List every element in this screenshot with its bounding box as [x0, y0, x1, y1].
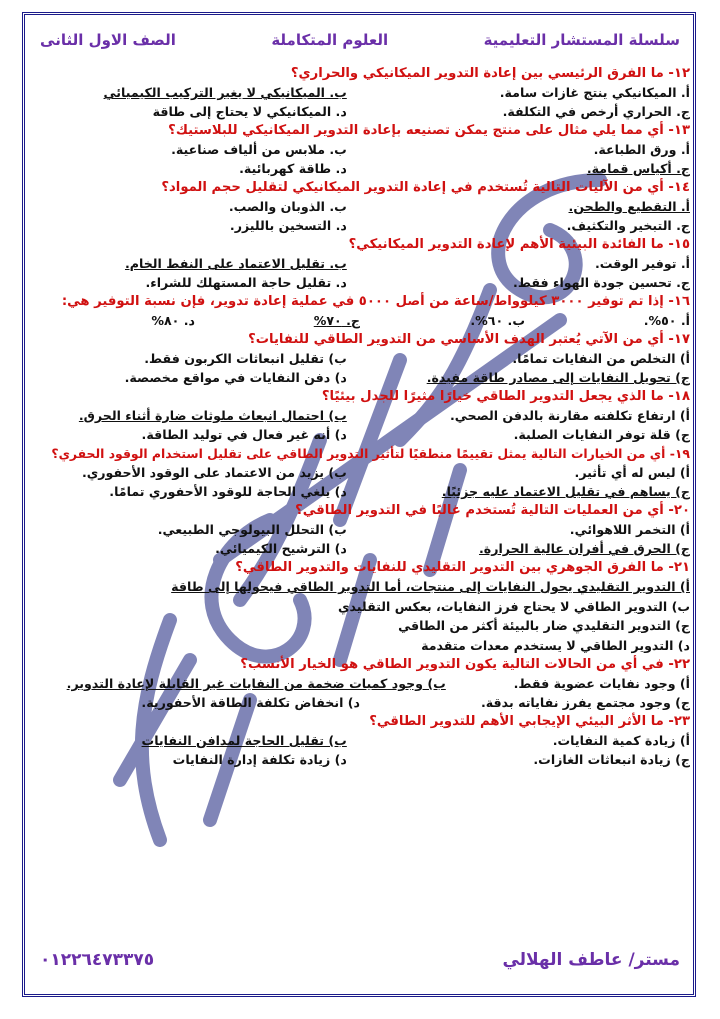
- option-c: ج. ٧٠%: [313, 313, 360, 328]
- options-row: [30, 197, 690, 216]
- option-b: ب) وجود كميات ضخمة من النفايات غير القابلة لإعادة التدوير.: [66, 676, 446, 691]
- option-d: د) دفن النفايات في مواقع مخصصة.: [124, 370, 347, 385]
- option-c: ج) يساهم في تقليل الاعتماد عليه جزئيًا.: [441, 484, 690, 499]
- options-row: [30, 254, 690, 273]
- option-d: د. الميكانيكي لا يحتاج إلى طاقة: [152, 104, 347, 119]
- option-a: أ. توفير الوقت.: [594, 256, 690, 271]
- option-d: د) زيادة تكلفة إدارة النفايات: [172, 752, 347, 767]
- options-row: [30, 463, 690, 482]
- option-a: أ) التدوير التقليدي يحول النفايات إلى منتجات، أما التدوير الطاقي فيحولها إلى طاقة: [171, 579, 690, 594]
- options-row: [30, 216, 690, 235]
- option-b: ب. الذوبان والصب.: [228, 199, 347, 214]
- option-a: أ) زيادة كمية النفايات.: [552, 733, 690, 748]
- grade-title: الصف الاول الثانى: [40, 31, 176, 49]
- option-c: ج) قلة توفر النفايات الصلبة.: [513, 427, 690, 442]
- question-21: ٢١- ما الفرق الجوهري بين التدوير التقليدي للنفايات والتدوير الطاقي؟: [235, 560, 690, 575]
- options-row: [30, 140, 690, 159]
- question-19: ١٩- أي من الخيارات التالية يمثل تقييمًا منطقيًا لتأثير التدوير الطاقي على تقليل استخدام الوقود الحفري؟: [51, 446, 690, 461]
- question-16: ١٦- إذا تم توفير ٣٠٠٠ كيلوواط/ساعة من أصل ٥٠٠٠ في عملية إعادة تدوير، فإن نسبة التوفير هي:: [61, 294, 690, 309]
- option-b: ب) تقليل انبعاثات الكربون فقط.: [144, 351, 347, 366]
- option-d: د) أنه غير فعال في توليد الطاقة.: [141, 427, 347, 442]
- option-a: أ) ليس له أي تأثير.: [574, 465, 690, 480]
- option-d: د) التدوير الطاقي لا يستخدم معدات متقدمة: [421, 637, 690, 653]
- options-row: [30, 273, 690, 292]
- option-c: ج) التدوير التقليدي ضار بالبيئة أكثر من الطاقي: [398, 618, 690, 633]
- option-c: ج. التبخير والتكثيف.: [566, 218, 690, 233]
- option-a: أ. التقطيع والطحن.: [568, 199, 690, 214]
- option-c: ج) وجود مجتمع يفرز نفاياته بدقة.: [481, 695, 690, 710]
- options-row: [30, 731, 690, 750]
- option-c: ج) تحويل النفايات إلى مصادر طاقة مفيدة.: [426, 370, 690, 385]
- question-23: ٢٣- ما الأثر البيئي الإيجابي الأهم للتدوير الطاقي؟: [369, 714, 690, 729]
- options-row: [30, 750, 690, 769]
- options-row: [30, 425, 690, 444]
- question-14: ١٤- أي من الآليات التالية تُستخدم في إعادة التدوير الميكانيكي لتقليل حجم المواد؟: [161, 180, 690, 195]
- option-d: د. تقليل حاجة المستهلك للشراء.: [145, 275, 347, 290]
- option-b: ب) التدوير الطاقي لا يحتاج فرز النفايات، بعكس التقليدي: [337, 598, 690, 614]
- option-d: د. طاقة كهربائية.: [239, 161, 347, 176]
- question-18: ١٨- ما الذي يجعل التدوير الطاقي خيارًا مثيرًا للجدل بيئيًا؟: [321, 389, 690, 404]
- option-c: ج. تحسين جودة الهواء فقط.: [513, 275, 690, 290]
- question-20: ٢٠- أي من العمليات التالية تُستخدم غالبًا في التدوير الطاقي؟: [295, 503, 690, 518]
- page-header: [30, 20, 690, 60]
- option-b: ب. ٦٠%.: [470, 313, 525, 328]
- option-c: ج) الحرق في أفران عالية الحرارة.: [478, 541, 690, 556]
- options-row: [30, 539, 690, 558]
- option-a: أ. الميكانيكي ينتج غازات سامة.: [499, 85, 690, 100]
- option-d: د. التسخين بالليزر.: [229, 218, 347, 233]
- question-22: ٢٢- في أي من الحالات التالية يكون التدوير الطاقي هو الخيار الأنسب؟: [240, 657, 690, 672]
- option-b: ب. تقليل الاعتماد على النفط الخام.: [124, 256, 347, 271]
- option-a: أ) ارتفاع تكلفته مقارنة بالدفن الصحي.: [449, 408, 690, 423]
- option-b: ب) التحلل البيولوجي الطبيعي.: [157, 522, 347, 537]
- page-footer: [40, 940, 680, 980]
- options-row: [30, 102, 690, 121]
- option-a: أ. ٥٠%.: [643, 313, 690, 328]
- option-a: أ) التخلص من النفايات تمامًا.: [512, 351, 690, 366]
- option-c: ج) زيادة انبعاثات الغازات.: [533, 752, 690, 767]
- subject-title: العلوم المتكاملة: [271, 31, 389, 49]
- options-row: [30, 482, 690, 501]
- options-row: [30, 83, 690, 102]
- options-row: [30, 159, 690, 178]
- option-b: ب) يزيد من الاعتماد على الوقود الأحفوري.: [81, 465, 347, 480]
- phone-number: ٠١٢٢٦٤٧٣٣٧٥: [40, 950, 155, 970]
- option-c: ج. أكياس قمامة.: [586, 161, 690, 176]
- options-row: [30, 368, 690, 387]
- series-title: سلسلة المستشار التعليمية: [483, 31, 680, 49]
- question-17: ١٧- أي من الآتي يُعتبر الهدف الأساسي من التدوير الطاقي للنفايات؟: [248, 332, 690, 347]
- option-d: د) يلغي الحاجة للوقود الأحفوري تمامًا.: [109, 484, 347, 499]
- option-a: أ) التخمر اللاهوائي.: [569, 522, 690, 537]
- options-row: [30, 406, 690, 425]
- worksheet-content: [30, 20, 690, 769]
- option-d: د) الترشيح الكيميائي.: [215, 541, 347, 556]
- option-d: د) انخفاض تكلفة الطاقة الأحفورية.: [141, 695, 360, 710]
- option-a: أ. ورق الطباعة.: [593, 142, 690, 157]
- options-row: [30, 349, 690, 368]
- option-b: ب. ملابس من ألياف صناعية.: [171, 142, 347, 157]
- question-15: ١٥- ما الفائدة البيئية الأهم لإعادة التدوير الميكانيكي؟: [348, 237, 690, 252]
- option-a: أ) وجود نفايات عضوية فقط.: [513, 676, 690, 691]
- option-b: ب) تقليل الحاجة لمدافن النفايات: [141, 733, 347, 748]
- option-b: ب. الميكانيكي لا يغير التركيب الكيميائي: [103, 85, 347, 100]
- options-row: [30, 674, 690, 693]
- options-row: [30, 520, 690, 539]
- options-row-4: [30, 311, 690, 330]
- option-c: ج. الحراري أرخص في التكلفة.: [502, 104, 690, 119]
- question-13: ١٣- أي مما يلي مثال على منتج يمكن تصنيعه بإعادة التدوير الميكانيكي للبلاستيك؟: [168, 123, 690, 138]
- teacher-name: مستر/ عاطف الهلالي: [502, 950, 680, 970]
- question-12: ١٢- ما الفرق الرئيسي بين إعادة التدوير الميكانيكي والحراري؟: [290, 66, 690, 81]
- option-b: ب) احتمال انبعاث ملوثات ضارة أثناء الحرق.: [78, 408, 347, 423]
- options-row: [30, 693, 690, 712]
- option-d: د. ٨٠%: [151, 313, 195, 328]
